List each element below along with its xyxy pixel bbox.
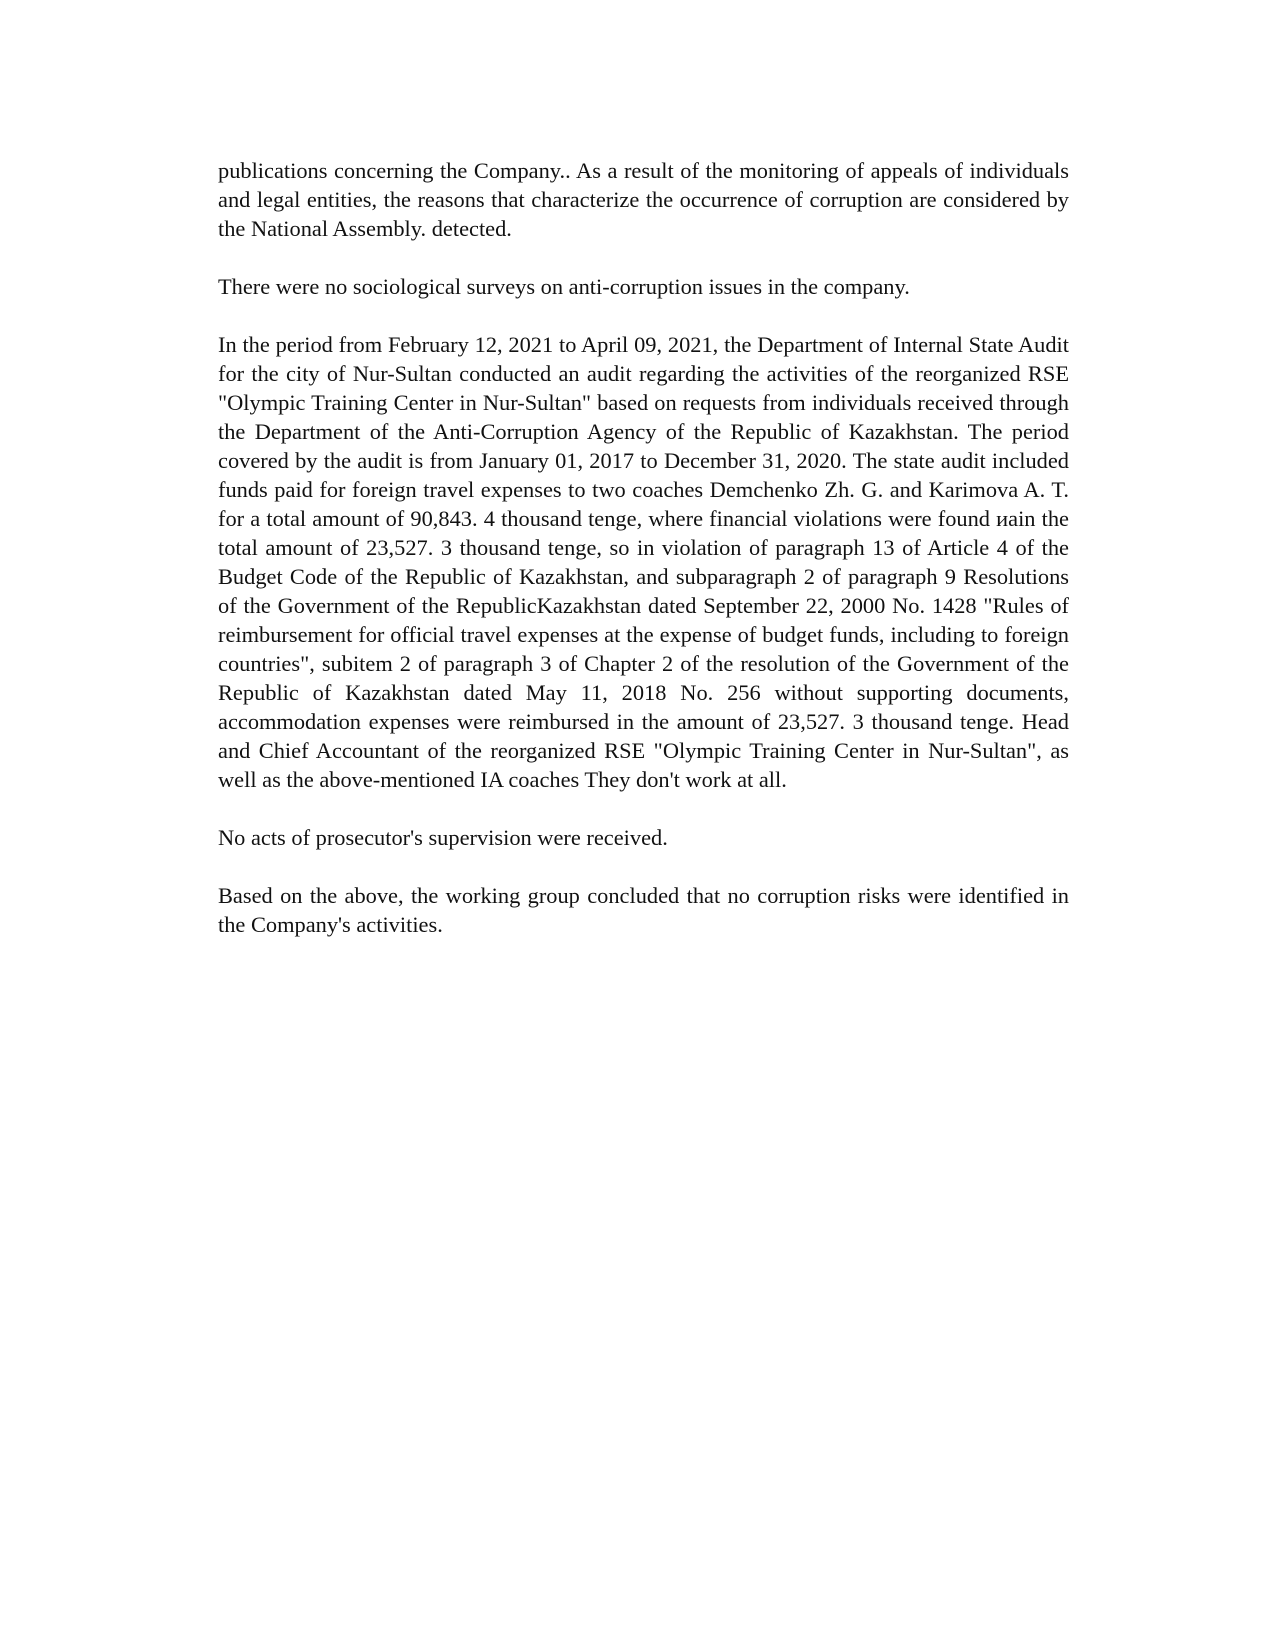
paragraph-monitoring-appeals: publications concerning the Company.. As a result of the monitoring of appeals of individuals and legal entities, the reasons that characterize the occurrence of corruption are considered by the National Assembly. detected. [218, 158, 1069, 241]
document-page [218, 156, 1069, 968]
paragraph-state-audit: In the period from February 12, 2021 to April 09, 2021, the Department of Internal State Audit for the city of Nur-Sultan conducted an audit regarding the activities of the reorganized RSE "Olympic Training Center in Nur-Sultan" based on requests from individuals received through the Department of the Anti-Corruption Agency of the Republic of Kazakhstan. The period covered by the audit is from January 01, 2017 to December 31, 2020. The state audit included funds paid for foreign travel expenses to two coaches Demchenko Zh. G. and Karimova A. T. for a total amount of 90,843. 4 thousand tenge, where financial violations were found иain the total amount of 23,527. 3 thousand tenge, so in violation of paragraph 13 of Article 4 of the Budget Code of the Republic of Kazakhstan, and subparagraph 2 of paragraph 9 Resolutions of the Government of the RepublicKazakhstan dated September 22, 2000 No. 1428 "Rules of reimbursement for official travel expenses at the expense of budget funds, including to foreign countries", subitem 2 of paragraph 3 of Chapter 2 of the resolution of the Government of the Republic of Kazakhstan dated May 11, 2018 No. 256 without supporting documents, accommodation expenses were reimbursed in the amount of 23,527. 3 thousand tenge. Head and Chief Accountant of the reorganized RSE "Olympic Training Center in Nur-Sultan", as well as the above-mentioned IA coaches They don't work at all. [218, 332, 1069, 792]
paragraph-prosecutor-supervision: No acts of prosecutor's supervision were received. [218, 825, 668, 850]
paragraph-conclusion: Based on the above, the working group concluded that no corruption risks were identified in the Company's activities. [218, 883, 1069, 937]
paragraph-sociological-surveys: There were no sociological surveys on anti-corruption issues in the company. [218, 274, 910, 299]
